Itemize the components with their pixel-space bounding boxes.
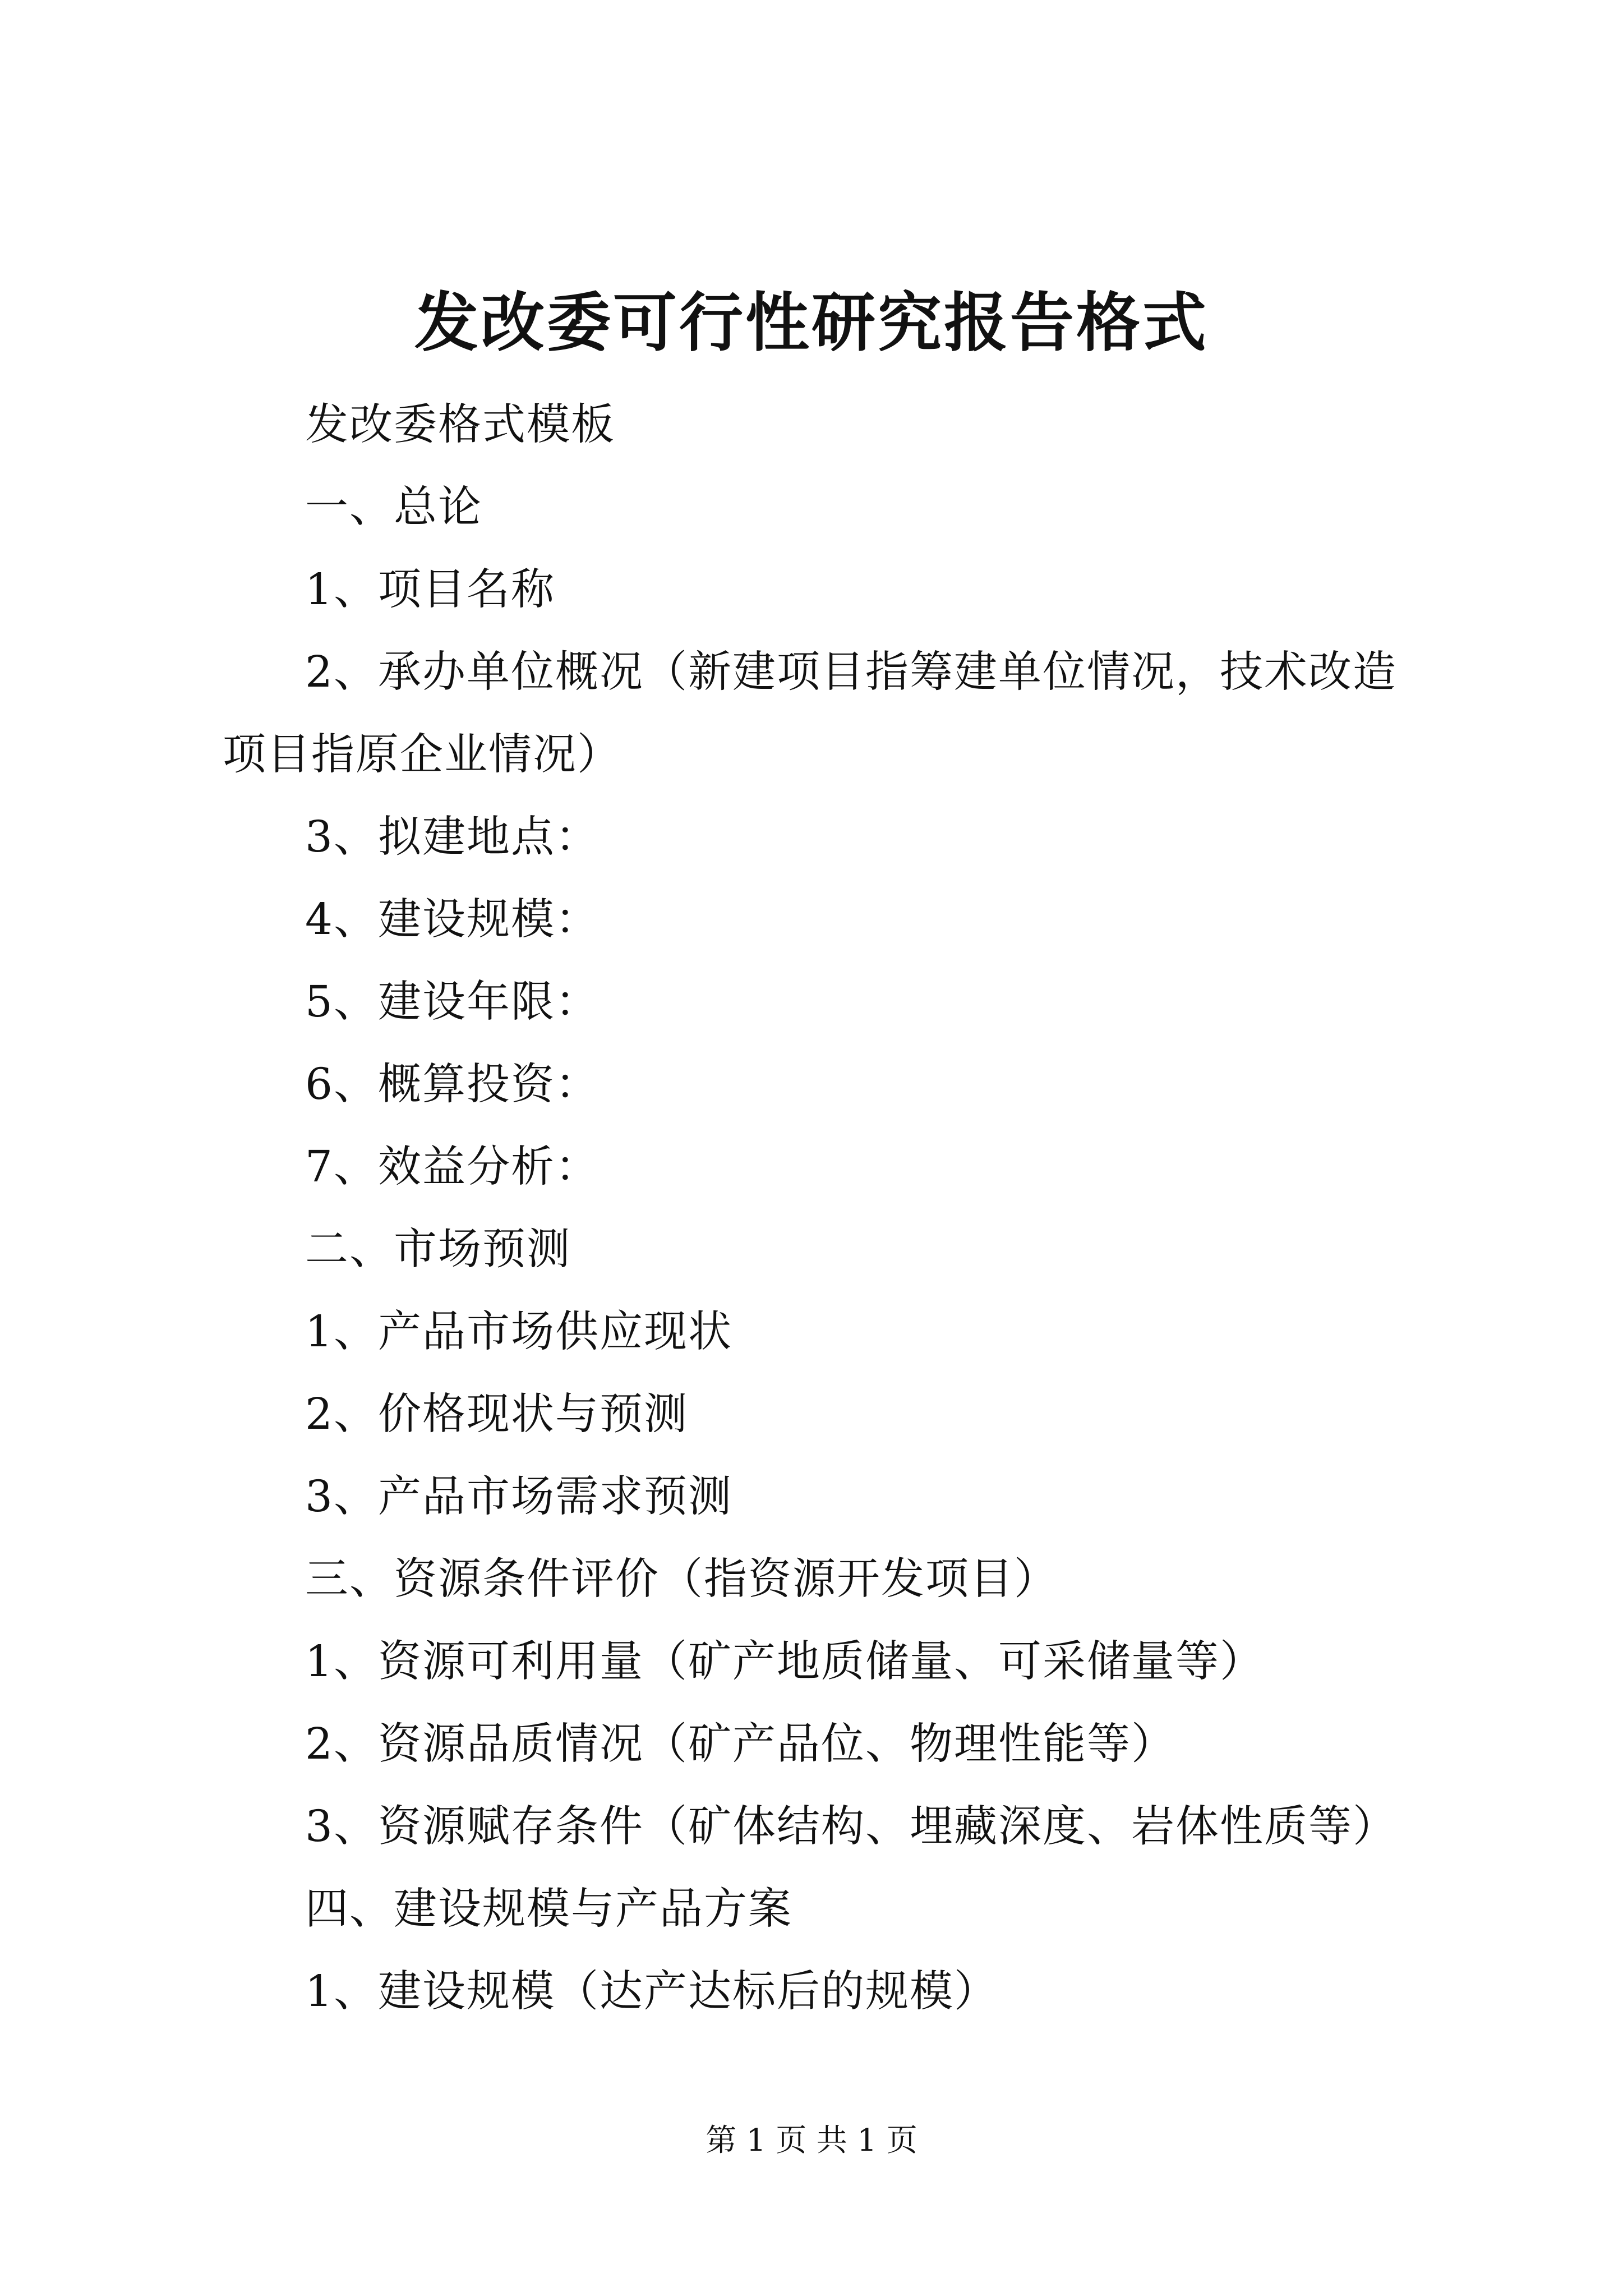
list-item: 1、项目名称 <box>305 565 555 615</box>
section-heading: 二、市场预测 <box>305 1225 571 1274</box>
list-item: 2、承办单位概况（新建项目指筹建单位情况，技术改造项目指原企业情况） <box>223 647 1397 780</box>
document-title: 发改委可行性研究报告格式 <box>414 285 1209 360</box>
section-heading: 一、总论 <box>305 482 482 532</box>
list-item: 1、产品市场供应现状 <box>305 1307 732 1357</box>
paragraph: 发改委格式模板 <box>305 400 615 450</box>
list-item: 4、建设规模： <box>305 895 600 945</box>
list-item: 3、资源赋存条件（矿体结构、埋藏深度、岩体性质等） <box>305 1802 1397 1852</box>
list-item: 3、产品市场需求预测 <box>305 1472 732 1522</box>
list-item: 3、拟建地点： <box>305 812 600 862</box>
list-item: 1、建设规模（达产达标后的规模） <box>305 1967 998 2017</box>
list-item: 2、价格现状与预测 <box>305 1389 688 1439</box>
list-item: 6、概算投资： <box>305 1060 600 1110</box>
list-item: 7、效益分析： <box>305 1142 600 1192</box>
page-footer: 第 1 页 共 1 页 <box>706 2122 917 2158</box>
list-item: 5、建设年限： <box>305 977 600 1027</box>
section-heading: 四、建设规模与产品方案 <box>305 1884 792 1934</box>
document-body <box>223 384 1440 2033</box>
list-item: 2、资源品质情况（矿产品位、物理性能等） <box>305 1719 1175 1769</box>
section-heading: 三、资源条件评价（指资源开发项目） <box>305 1554 1058 1604</box>
list-item: 1、资源可利用量（矿产地质储量、可采储量等） <box>305 1637 1264 1687</box>
